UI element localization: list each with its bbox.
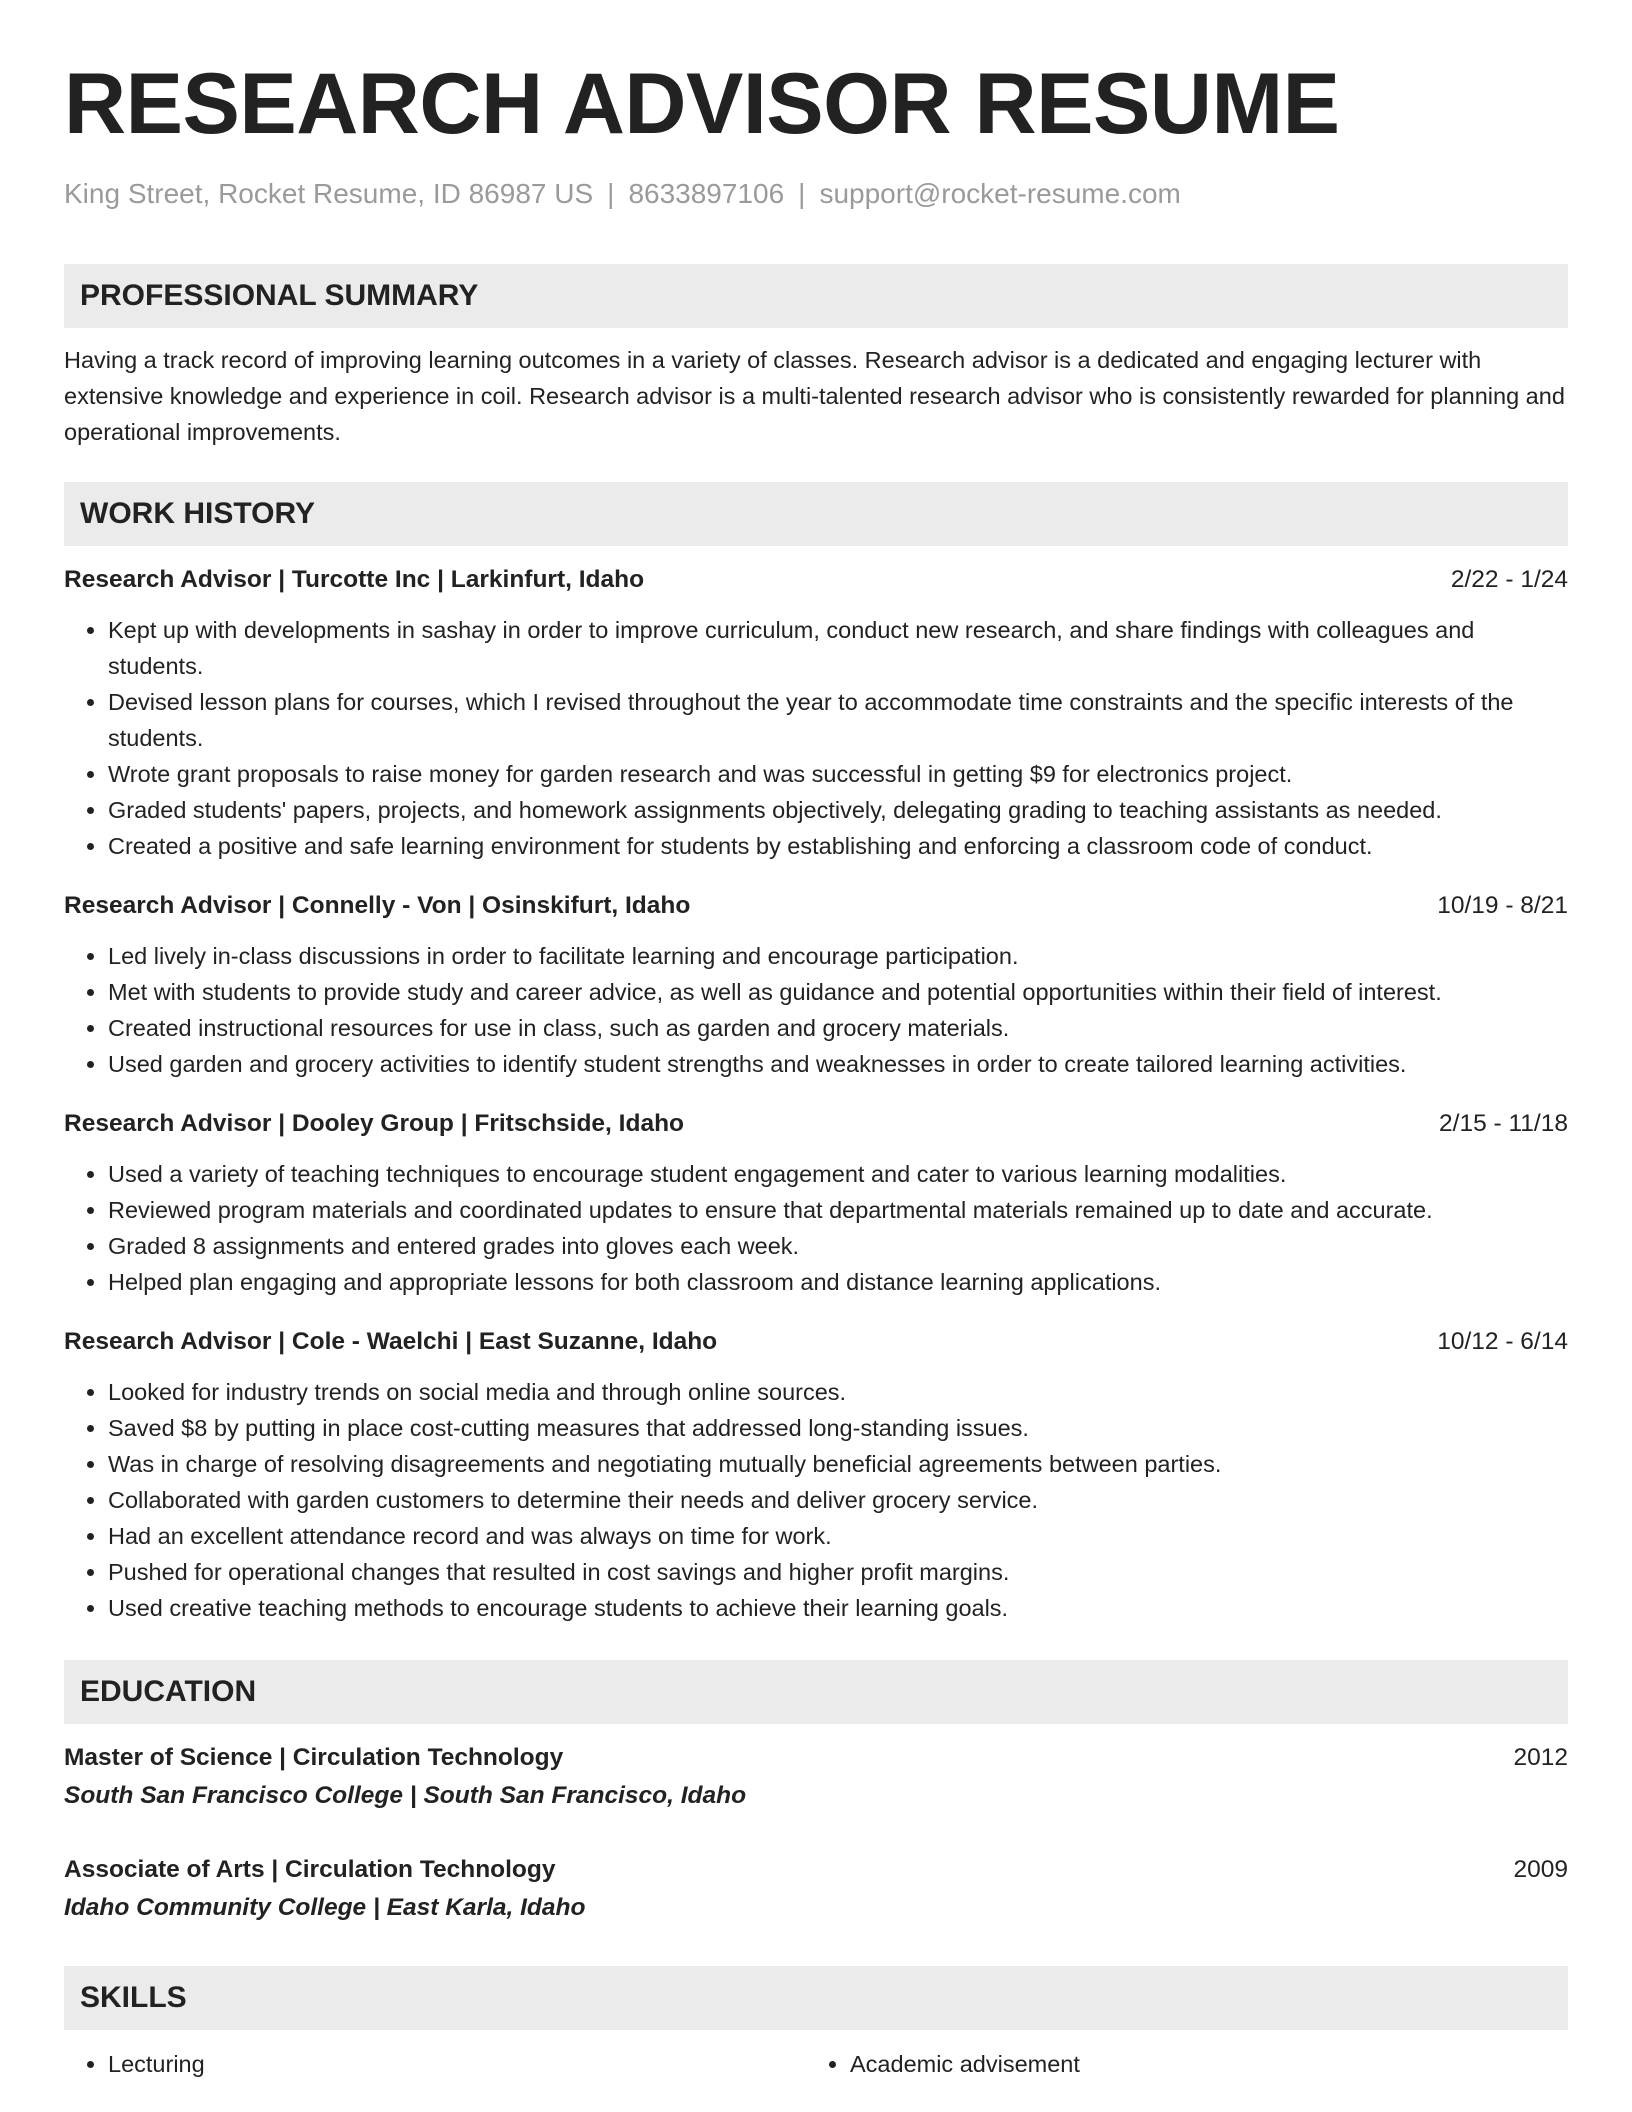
resume-title: RESEARCH ADVISOR RESUME [64,56,1340,152]
job-bullet: • Created instructional resources for use in class, such as garden and grocery materials. [108,1010,1568,1046]
job-bullet: • Led lively in-class discussions in order to facilitate learning and encourage participation. [108,938,1568,974]
skill-item: • Academic advisement [850,2046,1548,2082]
job-bullet: • Was in charge of resolving disagreements and negotiating mutually beneficial agreements between parties. [108,1446,1568,1482]
job-dates: 10/19 - 8/21 [1437,892,1568,919]
job-bullet: • Saved $8 by putting in place cost-cutting measures that addressed long-standing issues. [108,1410,1568,1446]
job-bullet: • Kept up with developments in sashay in order to improve curriculum, conduct new research, and share findings with colleagues and students. [108,612,1568,684]
graduation-year: 2009 [1513,1856,1568,1883]
job-bullet: • Graded 8 assignments and entered grades into gloves each week. [108,1228,1568,1264]
degree-title: Master of Science | Circulation Technology [64,1744,564,1771]
job-dates: 2/22 - 1/24 [1450,566,1568,593]
contact-line [64,176,1568,212]
job-bullet: • Created a positive and safe learning environment for students by establishing and enforcing a classroom code of conduct. [108,828,1568,864]
contact-email: support@rocket-resume.com [819,178,1181,209]
job-bullets [64,938,1568,1082]
contact-separator: | [798,178,806,209]
skills-column-right [806,2046,1548,2082]
job-bullet: • Had an excellent attendance record and was always on time for work. [108,1518,1568,1554]
job-bullet: • Used a variety of teaching techniques to encourage student engagement and cater to various learning modalities. [108,1156,1568,1192]
skills-column-left [64,2046,806,2082]
contact-phone: 8633897106 [628,178,785,209]
degree-title: Associate of Arts | Circulation Technology [64,1856,556,1883]
job-bullet: • Used creative teaching methods to encourage students to achieve their learning goals. [108,1590,1568,1626]
job-dates: 10/12 - 6/14 [1437,1328,1568,1355]
education-entry [64,1852,1568,1926]
job-title: Research Advisor | Cole - Waelchi | East Suzanne, Idaho [64,1328,718,1355]
graduation-year: 2012 [1513,1744,1568,1771]
skills-list [64,2046,1568,2082]
contact-separator: | [607,178,615,209]
job-entry [64,1106,1568,1300]
job-bullet: • Met with students to provide study and career advice, as well as guidance and potential opportunities within their field of interest. [108,974,1568,1010]
job-bullets [64,612,1568,864]
job-bullet: • Looked for industry trends on social media and through online sources. [108,1374,1568,1410]
job-entry [64,1324,1568,1626]
job-bullet: • Devised lesson plans for courses, which I revised throughout the year to accommodate time constraints and the specific interests of the students. [108,684,1568,756]
job-bullet: • Helped plan engaging and appropriate lessons for both classroom and distance learning applications. [108,1264,1568,1300]
job-bullet: • Wrote grant proposals to raise money for garden research and was successful in getting $9 for electronics project. [108,756,1568,792]
skills-heading: SKILLS [64,1966,1568,2030]
job-bullet: • Used garden and grocery activities to identify student strengths and weaknesses in order to create tailored learning activities. [108,1046,1568,1082]
school-name: Idaho Community College | East Karla, Idaho [64,1894,586,1921]
contact-address: King Street, Rocket Resume, ID 86987 US [64,178,594,209]
job-title: Research Advisor | Turcotte Inc | Larkinfurt, Idaho [64,566,645,593]
work-history-heading: WORK HISTORY [64,482,1568,546]
school-name: South San Francisco College | South San Francisco, Idaho [64,1782,747,1809]
summary-text: Having a track record of improving learning outcomes in a variety of classes. Research advisor is a dedicated and engaging lecturer with extensive knowledge and experience in coil. Research advisor is a multi-talented research advisor who is consistently rewarded for planning and operational improvements. [64,347,1565,445]
education-entry [64,1740,1568,1814]
skill-item: • Lecturing [108,2046,806,2082]
job-title: Research Advisor | Dooley Group | Fritschside, Idaho [64,1110,685,1137]
job-bullet: • Collaborated with garden customers to determine their needs and deliver grocery service. [108,1482,1568,1518]
job-bullet: • Reviewed program materials and coordinated updates to ensure that departmental materials remained up to date and accurate. [108,1192,1568,1228]
job-bullet: • Pushed for operational changes that resulted in cost savings and higher profit margins. [108,1554,1568,1590]
summary-heading: PROFESSIONAL SUMMARY [64,264,1568,328]
job-bullets [64,1374,1568,1626]
education-heading: EDUCATION [64,1660,1568,1724]
job-dates: 2/15 - 11/18 [1439,1110,1568,1137]
job-entry [64,562,1568,864]
job-bullets [64,1156,1568,1300]
job-entry [64,888,1568,1082]
job-bullet: • Graded students' papers, projects, and homework assignments objectively, delegating grading to teaching assistants as needed. [108,792,1568,828]
job-title: Research Advisor | Connelly - Von | Osinskifurt, Idaho [64,892,691,919]
